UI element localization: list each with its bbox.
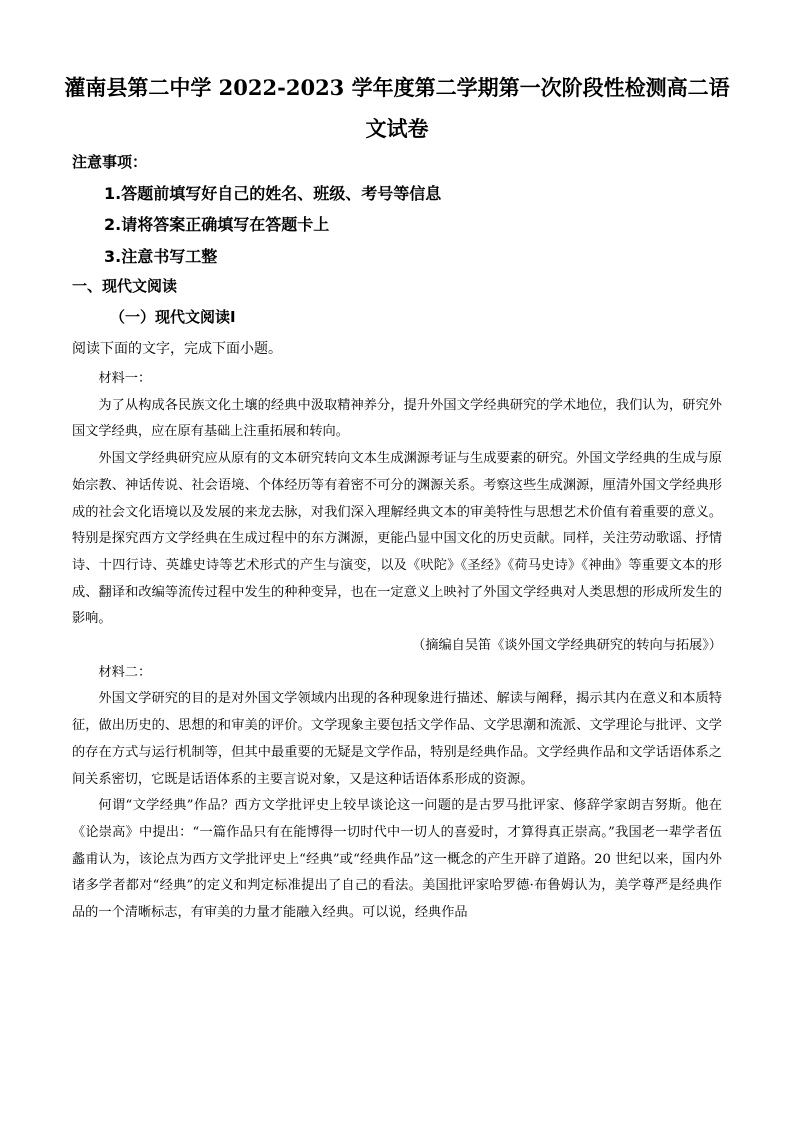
note-item-1: 1.答题前填写好自己的姓名、班级、考号等信息	[104, 184, 442, 203]
notes-heading: 注意事项：	[72, 153, 148, 171]
note-item-2: 2.请将答案正确填写在答题卡上	[104, 215, 330, 234]
material1-paragraph-2: 外国文学经典研究应从原有的文本研究转向文本生成渊源考证与生成要素的研究。外国文学经典的生成与原始宗教、神话传说、社会语境、个体经历等有着密不可分的渊源关系。考察这些生成渊源，厘清外国文学经典形成的社会文化语境以及发展的来龙去脉，对我们深入理解经典文本的审美特性与思想艺术价值有着重要的意义。特别是探究西方文学经典在生成过程中的东方渊源，更能凸显中国文化的历史贡献。同样，关注劳动歌谣、抒情诗、十四行诗、英雄史诗等艺术形式的产生与演变，以及《吠陀》《圣经》《荷马史诗》《神曲》等重要文本的形成、翻译和改编等流传过程中发生的种种变异，也在一定意义上映衬了外国文学经典对人类思想的形成所发生的影响。	[72, 451, 722, 627]
material1-label: 材料一：	[98, 371, 152, 386]
section-heading: 一、现代文阅读	[72, 277, 178, 295]
note-item-3: 3.注意书写工整	[104, 247, 218, 266]
exam-title-line1: 灌南县第二中学 2022-2023 学年度第二学期第一次阶段性检测高二语	[64, 75, 730, 100]
reading-passage	[72, 366, 722, 927]
reading-instruction: 阅读下面的文字，完成下面小题。	[72, 341, 282, 357]
material2-paragraph-1: 外国文学研究的目的是对外国文学领域内出现的各种现象进行描述、解读与阐释，揭示其内在意义和本质特征，做出历史的、思想的和审美的评价。文学现象主要包括文学作品、文学思潮和流派、文学理论与批评、文学的存在方式与运行机制等，但其中最重要的无疑是文学作品，特别是经典作品。文学经典作品和文学话语体系之间关系密切，它既是话语体系的主要言说对象，又是这种话语体系形成的资源。	[72, 691, 722, 787]
section-subheading: （一）现代文阅读Ⅰ	[110, 308, 236, 326]
material2-paragraph-2: 何谓“文学经典”作品？西方文学批评史上较早谈论这一问题的是古罗马批评家、修辞学家朗吉努斯。他在《论崇高》中提出：“一篇作品只有在能博得一切时代中一切人的喜爱时，才算得真正崇高。”我国老一辈学者伍蠡甫认为，该论点为西方文学批评史上“经典”或“经典作品”这一概念的产生开辟了道路。20 世纪以来，国内外诸多学者都对“经典”的定义和判定标准提出了自己的看法。美国批评家哈罗德·布鲁姆认为，美学尊严是经典作品的一个清晰标志，有审美的力量才能融入经典。可以说，经典作品	[72, 798, 722, 921]
material1-paragraph-1: 为了从构成各民族文化土壤的经典中汲取精神养分，提升外国文学经典研究的学术地位，我们认为，研究外国文学经典，应在原有基础上注重拓展和转向。	[72, 397, 722, 440]
material1-source: （摘编自吴笛《谈外国文学经典研究的转向与拓展》）	[412, 638, 722, 654]
exam-title-line2: 文试卷	[365, 116, 429, 141]
material2-label: 材料二：	[98, 664, 152, 680]
